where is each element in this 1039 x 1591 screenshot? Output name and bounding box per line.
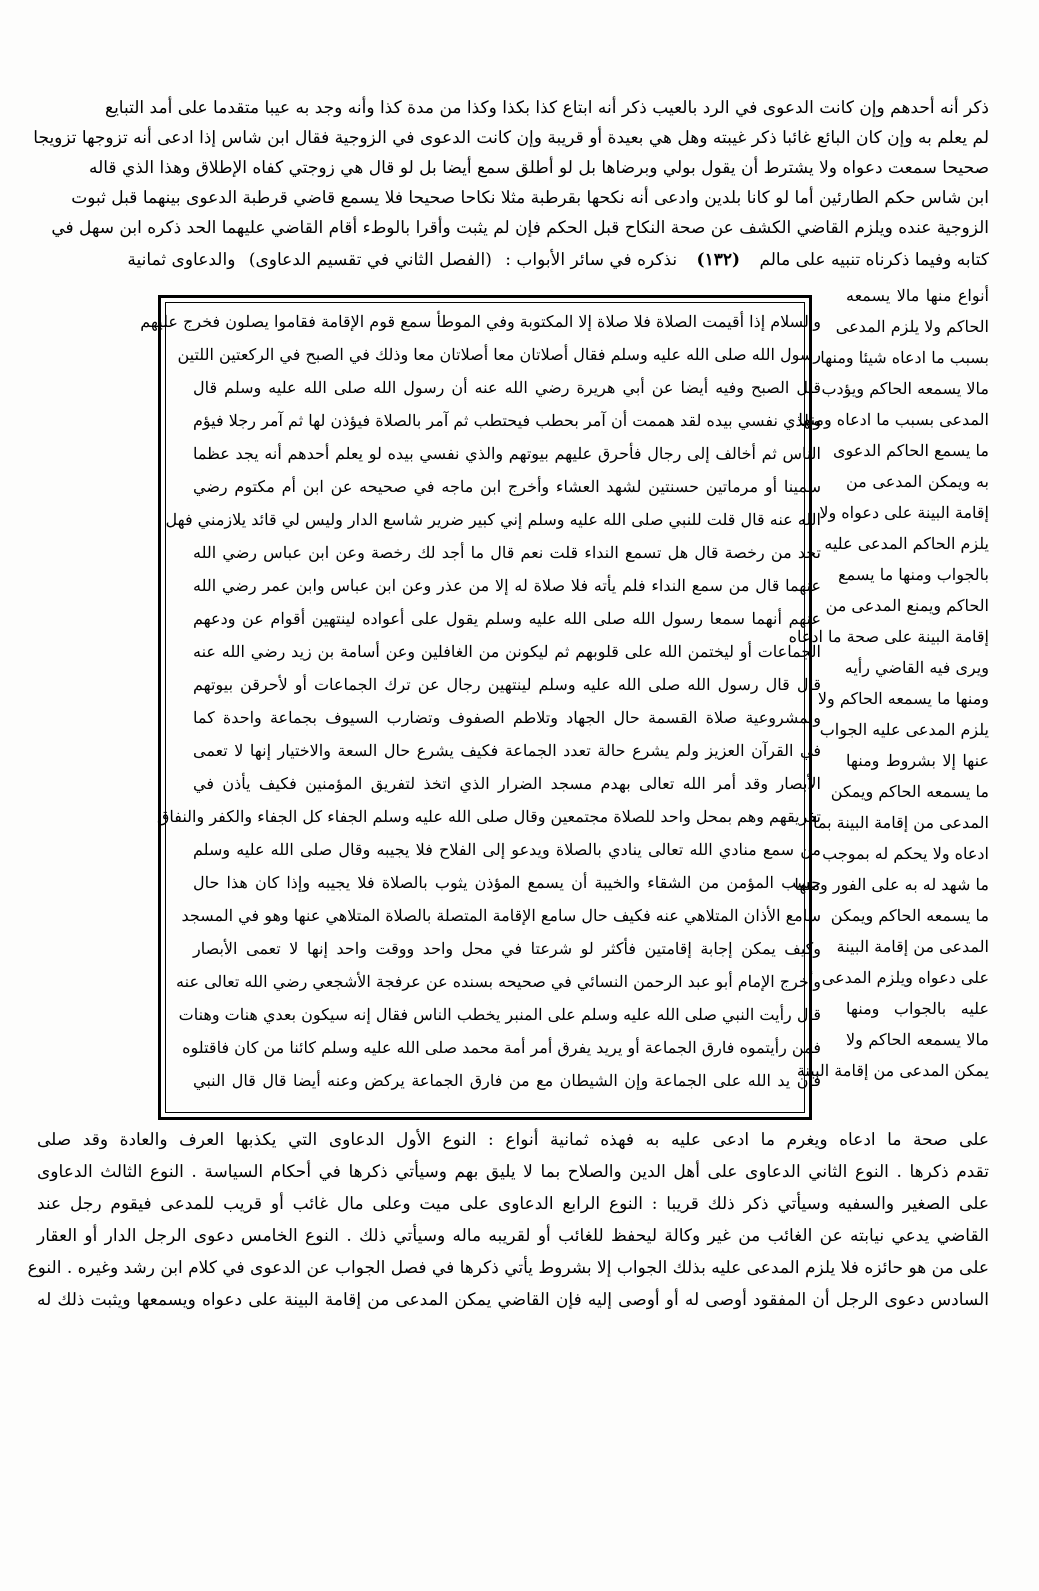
framed-text-line: قبل الصبح وفيه أيضا عن أبي هريرة رضي الله عنه أن رسول الله صلى الله عليه وسلم قال xyxy=(193,378,822,397)
text-line: صحيحا سمعت دعواه ولا يشترط أن يقول بولي وبرضاها بل لو أطلق سمع أيضا بل لو قال هي زوجتي كفاه الإطلاق وهذا الذي قاله xyxy=(88,158,989,178)
side-line: المدعى من إقامة البينة xyxy=(836,937,989,956)
text-line: على صحة ما ادعاه ويغرم ما ادعى عليه به فهذه ثمانية أنواع : النوع الأول الدعاوى التي يكذبها العرف والعادة وقد صلى xyxy=(37,1130,989,1150)
side-line: الحاكم ويمنع المدعى من xyxy=(825,596,989,615)
side-line: ما يسمعه الحاكم ويمكن xyxy=(830,906,989,925)
framed-text-line: ولمشروعية صلاة القسمة حال الجهاد وتلاطم الصفوف وتضارب السيوف بجماعة واحدة كما xyxy=(193,708,821,727)
framed-text-line: وأخرج الإمام أبو عبد الرحمن النسائي في صحيحه بسنده عن عرفجة الأشجعي رضي الله تعالى عنه xyxy=(176,972,821,991)
text-line: السادس دعوى الرجل أن المفقود أوصى له أو أوصى إليه فإن القاضي يمكن المدعى من إقامة البينة على دعواه ويسمعها ويثبت ذلك له xyxy=(37,1290,989,1310)
framed-text-line: الجماعات أو ليختمن الله على قلوبهم ثم ليكونن من الغافلين وعن أسامة بن زيد رضي الله عنه xyxy=(193,642,821,661)
side-line: إقامة البينة على صحة ما ادعاه xyxy=(788,627,989,646)
framed-text-line: تفريقهم وهم بمحل واحد للصلاة مجتمعين وقال صلى الله عليه وسلم الجفاء كل الجفاء والكفر والنفاق xyxy=(156,807,821,826)
header-text-end: والدعاوى ثمانية xyxy=(127,250,236,270)
side-line: بالجواب ومنها ما يسمع xyxy=(838,565,989,584)
framed-text-line: قال رأيت النبي صلى الله عليه وسلم على المنبر يخطب الناس فقال إنه سيكون بعدي هنات وهنات xyxy=(178,1005,821,1024)
framed-text-line: وكيف يمكن إجابة إقامتين فأكثر لو شرعتا في محل واحد ووقت واحد إنها لا تعمى الأبصار xyxy=(193,939,821,958)
side-line: المدعى من إقامة البينة بما xyxy=(812,813,989,832)
side-line: ومنها ما يسمعه الحاكم ولا xyxy=(817,689,989,708)
side-line: عليه بالجواب ومنها xyxy=(846,999,989,1018)
framed-text-line: والسلام إذا أقيمت الصلاة فلا صلاة إلا المكتوبة وفي الموطأ سمع قوم الإقامة فقاموا يصلون فخرج عليهم xyxy=(140,312,821,331)
framed-text-line: الناس ثم أخالف إلى رجال فأحرق عليهم بيوتهم والذي نفسي بيده لو يعلم أحدهم أنه يجد عظما xyxy=(193,444,821,463)
text-line: ذكر أنه أحدهم وإن كانت الدعوى في الرد بالعيب ذكر أنه ابتاع كذا بكذا وكذا من مدة كذا وأنه وجد به عيبا متقدما على أمد التبايع xyxy=(105,98,989,118)
text-line: القاضي يدعي نيابته عن الغائب من غير وكالة ليحفظ للغائب أو لقريبه ماله وسيأتي ذلك . النوع الخامس دعوى الرجل الدار أو العقار xyxy=(37,1226,989,1246)
side-line: بسبب ما ادعاه شيئا ومنها xyxy=(820,348,989,367)
page-number: (١٣٢) xyxy=(696,250,741,270)
framed-text-line: حسب المؤمن من الشقاء والخيبة أن يسمع المؤذن يثوب بالصلاة فلا يجيبه وإذا كان هذا حال xyxy=(193,873,822,892)
framed-text-line: سامع الأذان المتلاهي عنه فكيف حال سامع الإقامة المتصلة بالصلاة المتلاهي عنها وهو في المسجد xyxy=(181,906,821,925)
running-header xyxy=(127,246,989,276)
side-line: مالا يسمعه الحاكم ويؤدب xyxy=(821,379,989,398)
framed-text-line: الأبصار وقد أمر الله تعالى بهدم مسجد الضرار الذي اتخذ لتفريق المؤمنين فكيف يأذن في xyxy=(193,774,821,793)
text-line: ابن شاس حكم الطارئين أما لو كانا بلدين وادعى أنه نكحها بقرطبة مثلا نكاحا صحيحا فلا يسمع قاضي قرطبة الدعوى بينهما قبل ثبوت xyxy=(71,188,989,208)
side-line: المدعى بسبب ما ادعاه ومنها xyxy=(798,410,989,429)
side-line: عنها إلا بشروط ومنها xyxy=(846,751,989,770)
side-line: على دعواه ويلزم المدعى xyxy=(821,968,989,987)
header-text-mid: نذكره في سائر الأبواب : xyxy=(505,250,678,270)
chapter-heading: (الفصل الثاني في تقسيم الدعاوى) xyxy=(248,250,492,270)
text-line: الزوجية عنده ويلزم القاضي الكشف عن صحة النكاح قبل الحكم فإن لم يثبت وأقرا بالوطء أقام القاضي عليهما الحد ذكره ابن سهل في xyxy=(51,218,989,238)
side-line: ادعاه ولا يحكم له بموجب xyxy=(822,844,989,863)
side-line: أنواع منها مالا يسمعه xyxy=(846,286,989,305)
side-line: مالا يسمعه الحاكم ولا xyxy=(846,1030,989,1049)
framed-text-line: عنهما قال من سمع النداء فلم يأته فلا صلاة له إلا من عذر وعن ابن عباس وابن عمر رضي الله xyxy=(193,576,821,595)
side-line: ما يسمع الحاكم الدعوى xyxy=(832,441,989,460)
framed-text-line: عنهم أنهما سمعا رسول الله صلى الله عليه وسلم يقول على أعواده لينتهين أقوام عن ودعهم xyxy=(193,609,821,628)
side-line: ما يسمعه الحاكم ويمكن xyxy=(830,782,989,801)
side-line: يلزم المدعى عليه الجواب xyxy=(819,720,989,739)
text-line: على من هو حائزه فلا يلزم المدعى عليه بذلك الجواب إلا بشروط يأتي ذكرها في فصل الجواب عن الدعوى في كلام ابن رشد وغيره . النوع xyxy=(27,1258,989,1278)
framed-text-line: الله عنه قال قلت للنبي صلى الله عليه وسلم إني كبير ضرير شاسع الدار وليس لي قائد يلازمني فهل xyxy=(165,510,821,529)
side-line: ويرى فيه القاضي رأيه xyxy=(844,658,989,677)
framed-text-line: قال قال رسول الله صلى الله عليه وسلم لينتهين رجال عن ترك الجماعات أو لأحرقن بيوتهم xyxy=(193,675,821,694)
side-line: ما شهد له به على الفور ومنها xyxy=(794,875,989,894)
framed-text-line: تجد من رخصة قال هل تسمع النداء قلت نعم قال ما أجد لك رخصة وعن ابن عباس رضي الله xyxy=(193,543,821,562)
side-line: إقامة البينة على دعواه ولا xyxy=(819,503,989,522)
framed-text-line: فإن يد الله على الجماعة وإن الشيطان مع من فارق الجماعة يركض وعنه أيضا قال قال النبي xyxy=(193,1071,821,1090)
side-line: يلزم الحاكم المدعى عليه xyxy=(824,534,989,553)
side-line: الحاكم ولا يلزم المدعى xyxy=(835,317,989,336)
side-line: به ويمكن المدعى من xyxy=(846,472,989,491)
framed-text-line: والذي نفسي بيده لقد هممت أن آمر بحطب فيحتطب ثم آمر بالصلاة فيؤذن لها ثم آمر رجلا فيؤم xyxy=(193,411,821,430)
text-line: على الصغير والسفيه وسيأتي ذكر ذلك قريبا : النوع الرابع الدعاوى على ميت وعلى مال غائب أو قريب للمدعى فيقوم رجل عند xyxy=(37,1194,989,1214)
framed-text-line: فمن رأيتموه فارق الجماعة أو يريد يفرق أمر أمة محمد صلى الله عليه وسلم كائنا من كان فاقتلوه xyxy=(182,1038,821,1057)
framed-text-line: من سمع منادي الله تعالى ينادي بالصلاة ويدعو إلى الفلاح فلا يجيبه وقال صلى الله عليه وسلم xyxy=(193,840,821,859)
header-text-start: كتابه وفيما ذكرناه تنبيه على مالم xyxy=(759,250,989,270)
framed-text-line: سمينا أو مرماتين حسنتين لشهد العشاء وأخرج ابن ماجه في صحيحه عن ابن أم مكتوم رضي xyxy=(193,477,822,496)
text-line: لم يعلم به وإن كان البائع غائبا ذكر غيبته وهل هي بعيدة أو قريبة وإن كانت الدعوى في الزوجية فقال ابن شاس إذا ادعى أنه تزوجها تزويجا xyxy=(33,128,989,148)
side-line: يمكن المدعى من إقامة البينة xyxy=(796,1061,989,1080)
framed-text-line: في القرآن العزيز ولم يشرع حالة تعدد الجماعة فكيف يشرع حال السعة والاختيار إنها لا تعمى xyxy=(193,741,821,760)
framed-text-line: رسول الله صلى الله عليه وسلم فقال أصلاتان معا أصلاتان معا وذلك في الصبح في الركعتين اللتين xyxy=(177,345,821,364)
text-line: تقدم ذكرها . النوع الثاني الدعاوى على أهل الدين والصلاح بما لا يليق بهم وسيأتي ذكرها في أحكام السياسة . النوع الثالث الدعاوى xyxy=(37,1162,989,1182)
